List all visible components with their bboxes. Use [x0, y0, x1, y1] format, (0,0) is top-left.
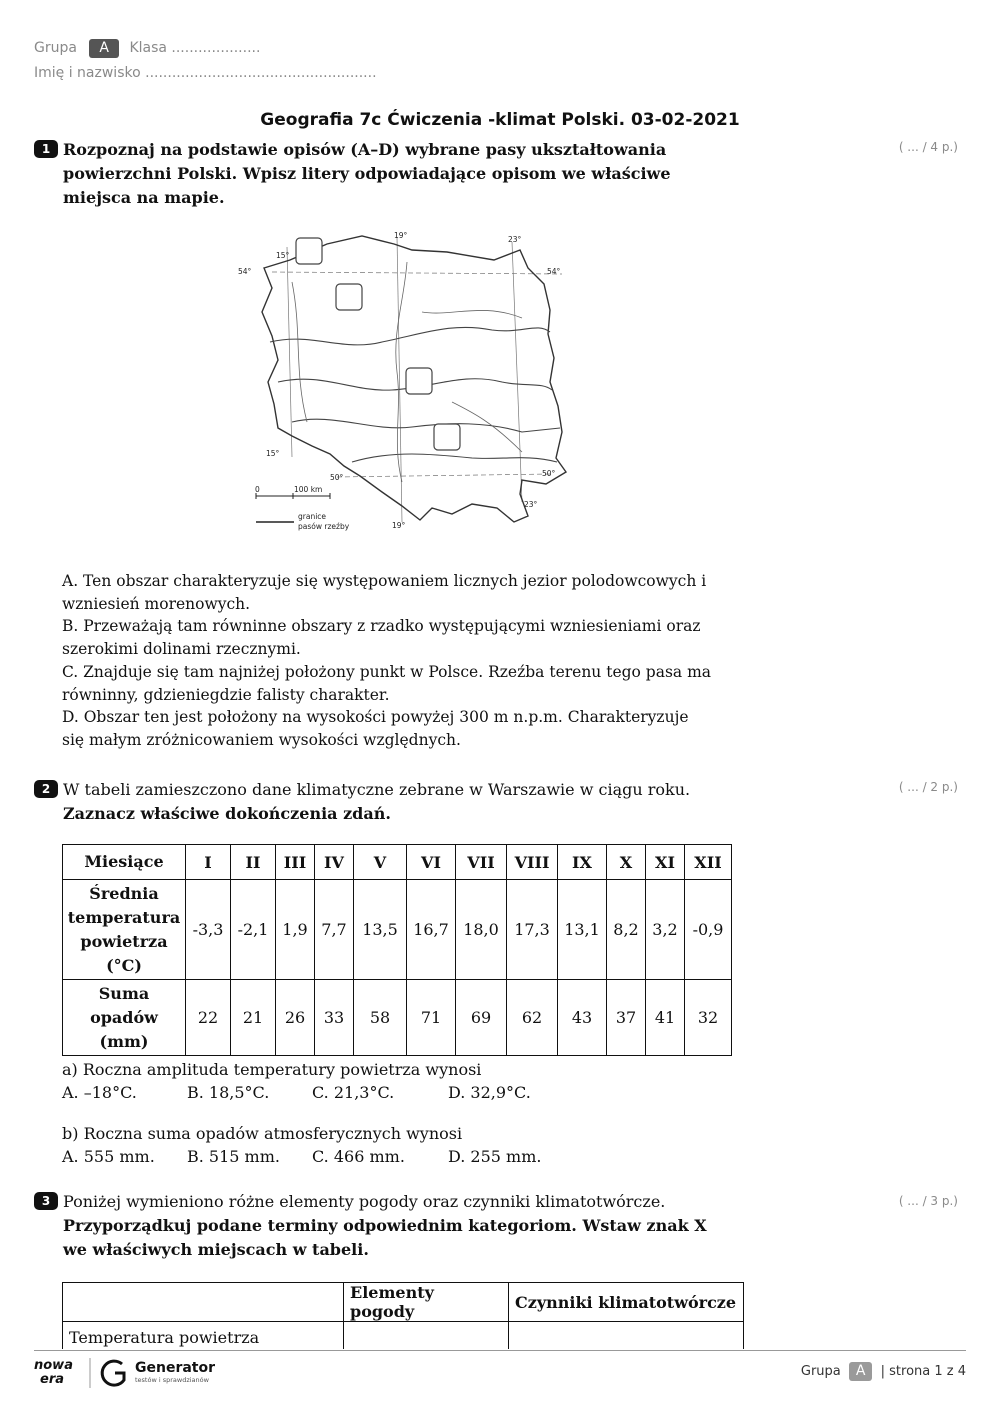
- temp-cell: 16,7: [407, 880, 456, 980]
- map-label: 54°: [238, 267, 252, 276]
- task-number: 3: [34, 1192, 58, 1210]
- page-number: | strona 1 z 4: [880, 1364, 966, 1379]
- map-label: 15°: [266, 449, 280, 458]
- map-label: 50°: [542, 469, 556, 478]
- question-a-text: a) Roczna amplituda temperatury powietrza wynosi: [62, 1060, 482, 1079]
- temperature-row: [63, 880, 732, 980]
- term-cell: Temperatura powietrza: [63, 1322, 344, 1353]
- temp-cell: 8,2: [607, 880, 646, 980]
- climate-factors-header: Czynniki klimatotwórcze: [509, 1283, 744, 1322]
- temp-cell: -2,1: [231, 880, 276, 980]
- empty-header-cell: [63, 1283, 344, 1322]
- description-d: D. Obszar ten jest położony na wysokości powyżej 300 m n.p.m. Charakteryzuje się małym zróżnicowaniem wysokości względnych.: [62, 708, 689, 749]
- brand-logos: [34, 1356, 234, 1392]
- month-header: XII: [685, 845, 732, 880]
- description-c: C. Znajduje się tam najniżej położony punkt w Polsce. Rzeźba terenu tego pasa ma równinny, gdzieniegdzie falisty charakter.: [62, 662, 712, 704]
- task-2: [34, 778, 734, 826]
- precipitation-row: [63, 980, 732, 1056]
- month-header: I: [186, 845, 231, 880]
- answer-option[interactable]: C. 21,3°C.: [312, 1083, 395, 1102]
- answer-box[interactable]: [406, 368, 432, 394]
- river: [452, 402, 522, 452]
- precip-cell: 26: [276, 980, 315, 1056]
- meridian-15: [287, 247, 292, 457]
- month-header: II: [231, 845, 276, 880]
- month-header: III: [276, 845, 315, 880]
- legend-label: granice: [298, 512, 327, 521]
- month-header: IX: [558, 845, 607, 880]
- task-number: 2: [34, 780, 58, 798]
- task-1-instruction: Rozpoznaj na podstawie opisów (A–D) wybrane pasy ukształtowania powierzchni Polski. Wpisz litery odpowiadające opisom we właściwe miejsca na mapie.: [63, 140, 671, 207]
- precip-cell: 22: [186, 980, 231, 1056]
- task-3-points: ( ... / 3 p.): [898, 1194, 958, 1208]
- relief-belt-boundary: [270, 327, 550, 345]
- page-title: Geografia 7c Ćwiczenia -klimat Polski. 03-02-2021: [260, 110, 740, 130]
- precip-cell: 37: [607, 980, 646, 1056]
- precip-cell: 41: [646, 980, 685, 1056]
- task-2-instruction: W tabeli zamieszczono dane klimatyczne zebrane w Warszawie w ciągu roku. Zaznacz właściwe dokończenia zdań.: [63, 780, 691, 823]
- group-label: Grupa: [34, 40, 77, 56]
- brand-nowa: nowa: [34, 1358, 73, 1373]
- temp-cell: 18,0: [456, 880, 507, 980]
- answer-box[interactable]: [336, 284, 362, 310]
- temp-cell: 13,1: [558, 880, 607, 980]
- question-a: [62, 1058, 573, 1104]
- temp-cell: 17,3: [507, 880, 558, 980]
- map-label: 50°: [330, 473, 344, 482]
- meridian-23: [512, 242, 522, 502]
- month-header: V: [354, 845, 407, 880]
- map-label: 54°: [547, 267, 561, 276]
- task-3: [34, 1190, 734, 1262]
- category-row: [63, 1322, 744, 1353]
- precip-cell: 69: [456, 980, 507, 1056]
- answer-option[interactable]: B. 18,5°C.: [187, 1083, 270, 1102]
- category-header-row: [63, 1283, 744, 1322]
- map-label: 15°: [276, 251, 290, 260]
- group-badge: A: [89, 39, 119, 58]
- header: [34, 36, 377, 86]
- answer-cell[interactable]: [344, 1322, 509, 1353]
- table-header-label: Miesiące: [63, 845, 186, 880]
- footer-page-info: [801, 1362, 966, 1381]
- task-1-points: ( ... / 4 p.): [898, 140, 958, 154]
- relief-belt-boundary: [352, 454, 557, 462]
- month-header: X: [607, 845, 646, 880]
- answer-option[interactable]: D. 255 mm.: [448, 1147, 542, 1166]
- temp-cell: -0,9: [685, 880, 732, 980]
- scale-label: 100 km: [294, 485, 323, 494]
- answer-option[interactable]: D. 32,9°C.: [448, 1083, 531, 1102]
- brand-generator-sub: testów i sprawdzianów: [135, 1376, 209, 1384]
- temp-cell: 3,2: [646, 880, 685, 980]
- question-a-options: [62, 1081, 573, 1104]
- parallel-50: [337, 474, 552, 477]
- footer-group-label: Grupa: [800, 1364, 841, 1379]
- precip-cell: 62: [507, 980, 558, 1056]
- footer-divider: [34, 1350, 966, 1351]
- month-header: VII: [456, 845, 507, 880]
- precip-cell: 71: [407, 980, 456, 1056]
- legend-label: pasów rzeźby: [298, 522, 350, 531]
- task-3-instruction: Poniżej wymieniono różne elementy pogody oraz czynniki klimatotwórcze. Przyporządkuj podane terminy odpowiednim kategoriom. Wstaw znak X we właściwych miejscach w tabeli.: [63, 1192, 707, 1259]
- climate-table: [62, 844, 732, 1056]
- description-b: B. Przeważają tam równinne obszary z rzadko występującymi wzniesieniami oraz szerokimi dolinami rzecznymi.: [62, 617, 701, 659]
- question-b-text: b) Roczna suma opadów atmosferycznych wynosi: [62, 1124, 463, 1143]
- task-1: [34, 138, 734, 210]
- task-number: 1: [34, 140, 58, 158]
- month-header: VIII: [507, 845, 558, 880]
- precip-cell: 32: [685, 980, 732, 1056]
- question-b: [62, 1122, 573, 1168]
- relief-belt-boundary: [292, 419, 560, 432]
- answer-cell[interactable]: [509, 1322, 744, 1353]
- temp-cell: 7,7: [315, 880, 354, 980]
- scale-zero: 0: [255, 485, 260, 494]
- footer-group-badge: A: [849, 1362, 873, 1381]
- task-2-points: ( ... / 2 p.): [898, 780, 958, 794]
- brand-generator: Generator: [135, 1360, 216, 1376]
- temperature-label: Średnia temperatura powietrza (°C): [63, 880, 186, 980]
- answer-option[interactable]: A. 555 mm.: [62, 1147, 155, 1166]
- answer-option[interactable]: C. 466 mm.: [312, 1147, 405, 1166]
- description-a: A. Ten obszar charakteryzuje się występowaniem licznych jezior polodowcowych i wzniesień morenowych.: [62, 572, 707, 613]
- temp-cell: 1,9: [276, 880, 315, 980]
- month-header: XI: [646, 845, 685, 880]
- month-header: IV: [315, 845, 354, 880]
- poland-relief-map: [232, 222, 582, 542]
- map-label: 23°: [508, 235, 522, 244]
- answer-box[interactable]: [434, 424, 460, 450]
- weather-elements-header: Elementy pogody: [344, 1283, 509, 1322]
- question-b-options: [62, 1145, 573, 1168]
- temp-cell: -3,3: [186, 880, 231, 980]
- river: [422, 310, 522, 318]
- name-label: Imię i nazwisko ....................................................: [34, 65, 377, 81]
- footer-logos: [34, 1356, 234, 1396]
- task-1-descriptions: [62, 570, 712, 752]
- river: [292, 282, 307, 422]
- river: [396, 262, 407, 482]
- class-label: Klasa ....................: [129, 40, 261, 56]
- precip-cell: 33: [315, 980, 354, 1056]
- map-label: 23°: [524, 500, 538, 509]
- precip-cell: 21: [231, 980, 276, 1056]
- parallel-54: [272, 272, 562, 274]
- answer-box[interactable]: [296, 238, 322, 264]
- map-label: 19°: [394, 231, 408, 240]
- answer-option[interactable]: B. 515 mm.: [187, 1147, 280, 1166]
- map-label: 19°: [392, 521, 406, 530]
- month-header: VI: [407, 845, 456, 880]
- temp-cell: 13,5: [354, 880, 407, 980]
- table-header-row: [63, 845, 732, 880]
- precip-cell: 58: [354, 980, 407, 1056]
- generator-g-icon: [102, 1361, 124, 1385]
- brand-era: era: [40, 1372, 65, 1387]
- answer-option[interactable]: A. –18°C.: [62, 1083, 137, 1102]
- precip-cell: 43: [558, 980, 607, 1056]
- precipitation-label: Suma opadów (mm): [63, 980, 186, 1056]
